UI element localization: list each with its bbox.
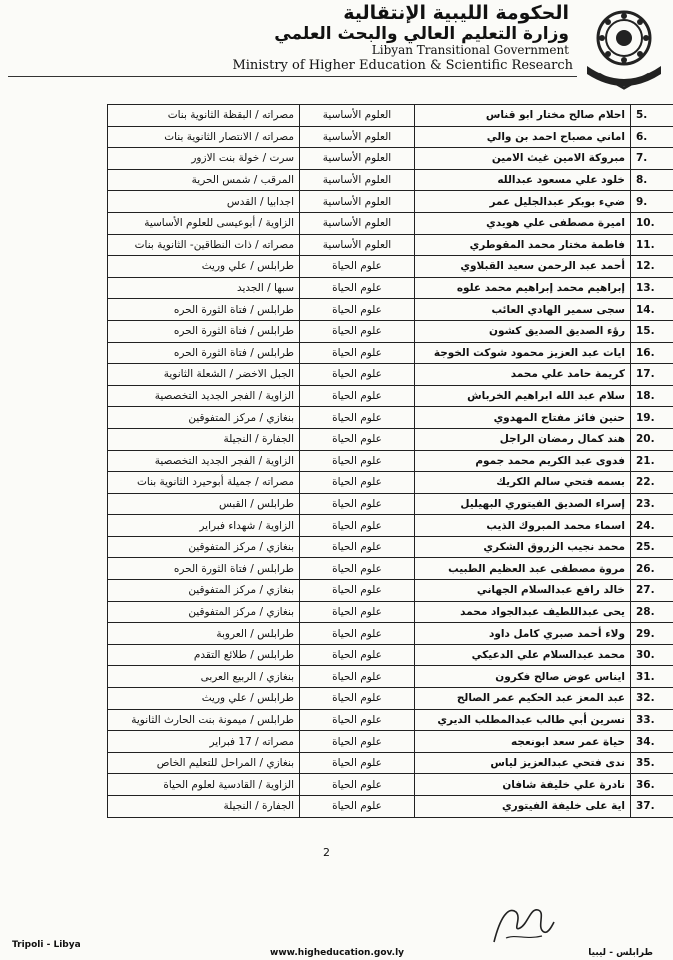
student-name: اسماء محمد المبروك الذيب xyxy=(415,515,631,537)
city-school: الزاوية / القادسية لعلوم الحياة xyxy=(108,774,300,796)
city-school: بنغازي / المراحل للتعليم الخاص xyxy=(108,752,300,774)
table-row xyxy=(108,731,673,753)
city-school: طرابلس / علي وريث xyxy=(108,256,300,278)
row-number: 21. xyxy=(631,450,673,472)
ministry-emblem-icon xyxy=(581,4,667,90)
row-number: 23. xyxy=(631,493,673,515)
department: علوم الحياة xyxy=(300,688,415,710)
department: علوم الحياة xyxy=(300,385,415,407)
table-row xyxy=(108,644,673,666)
city-school: طرابلس / فتاة الثورة الحره xyxy=(108,558,300,580)
department: العلوم الأساسية xyxy=(300,212,415,234)
row-number: 34. xyxy=(631,731,673,753)
department: علوم الحياة xyxy=(300,601,415,623)
department: العلوم الأساسية xyxy=(300,234,415,256)
student-name: محمد عبدالسلام علي الدعيكي xyxy=(415,644,631,666)
city-school: مصراته / البقظة الثانوية بنات xyxy=(108,105,300,127)
city-school: مصراته / ذات النطاقين- الثانوية بنات xyxy=(108,234,300,256)
row-number: 14. xyxy=(631,299,673,321)
row-number: 25. xyxy=(631,536,673,558)
department: علوم الحياة xyxy=(300,580,415,602)
city-school: طرابلس / فتاة الثورة الحره xyxy=(108,342,300,364)
city-school: الجبل الاخضر / الشعلة الثانوية xyxy=(108,364,300,386)
student-name: ايات عبد العزيز محمود شوكت الخوجة xyxy=(415,342,631,364)
table-row xyxy=(108,105,673,127)
city-school: الزاوية / شهداء فبراير xyxy=(108,515,300,537)
row-number: 11. xyxy=(631,234,673,256)
department: علوم الحياة xyxy=(300,450,415,472)
table-row xyxy=(108,148,673,170)
student-name: مبروكة الامين غيث الامين xyxy=(415,148,631,170)
student-name: إبراهيم محمد إبراهيم محمد علوه xyxy=(415,277,631,299)
table-row xyxy=(108,709,673,731)
city-school: مصراته / 17 فبراير xyxy=(108,731,300,753)
government-name-english: Libyan Transitional Government xyxy=(371,43,569,57)
row-number: 26. xyxy=(631,558,673,580)
header-divider xyxy=(8,76,577,77)
city-school: بنغازي / مركز المتفوقين xyxy=(108,601,300,623)
student-name: ولاء أحمد صبري كامل داود xyxy=(415,623,631,645)
city-school: سبها / الجديد xyxy=(108,277,300,299)
table-row xyxy=(108,774,673,796)
footer-city-english: Tripoli - Libya xyxy=(12,940,81,950)
footer-website: www.higheducation.gov.ly xyxy=(270,948,405,958)
student-name: عبد المعز عبد الحكيم عمر الصالح xyxy=(415,688,631,710)
row-number: 18. xyxy=(631,385,673,407)
table-row xyxy=(108,169,673,191)
department: علوم الحياة xyxy=(300,515,415,537)
department: علوم الحياة xyxy=(300,407,415,429)
student-name: نادرة علي خليفة شافان xyxy=(415,774,631,796)
student-name: نسرين أبي طالب عبدالمطلب الديري xyxy=(415,709,631,731)
department: علوم الحياة xyxy=(300,558,415,580)
candidates-table xyxy=(107,104,673,818)
row-number: 31. xyxy=(631,666,673,688)
department: علوم الحياة xyxy=(300,472,415,494)
student-name: ضيء بوبكر عبدالجليل عمر xyxy=(415,191,631,213)
signature xyxy=(486,898,556,950)
department: علوم الحياة xyxy=(300,796,415,818)
department: علوم الحياة xyxy=(300,752,415,774)
table-row xyxy=(108,796,673,818)
student-name: إسراء الصديق الفيتوري البهيليل xyxy=(415,493,631,515)
city-school: طرابلس / فتاة الثورة الحره xyxy=(108,299,300,321)
city-school: الزاوية / الفجر الجديد التخصصية xyxy=(108,450,300,472)
row-number: 10. xyxy=(631,212,673,234)
page-number: 2 xyxy=(323,846,330,859)
department: علوم الحياة xyxy=(300,299,415,321)
department: علوم الحياة xyxy=(300,277,415,299)
table-row xyxy=(108,450,673,472)
row-number: 33. xyxy=(631,709,673,731)
department: علوم الحياة xyxy=(300,774,415,796)
table-row xyxy=(108,536,673,558)
table-row xyxy=(108,364,673,386)
table-row xyxy=(108,493,673,515)
government-name-arabic: الحكومة الليبية الإنتقالية xyxy=(343,2,569,24)
row-number: 7. xyxy=(631,148,673,170)
city-school: الزاوية / أبوعيسى للعلوم الأساسية xyxy=(108,212,300,234)
student-name: خالد رافع عبدالسلام الجهاني xyxy=(415,580,631,602)
row-number: 29. xyxy=(631,623,673,645)
row-number: 17. xyxy=(631,364,673,386)
department: العلوم الأساسية xyxy=(300,105,415,127)
table-row xyxy=(108,191,673,213)
letterhead xyxy=(0,0,673,95)
row-number: 8. xyxy=(631,169,673,191)
department: علوم الحياة xyxy=(300,493,415,515)
city-school: بنغازي / الربيع العربى xyxy=(108,666,300,688)
ministry-name-english: Ministry of Higher Education & Scientific Research xyxy=(232,58,573,73)
city-school: الجفارة / النجيلة xyxy=(108,796,300,818)
city-school: سرت / خولة بنت الازور xyxy=(108,148,300,170)
ministry-name-arabic: وزارة التعليم العالي والبحث العلمي xyxy=(274,24,569,44)
student-name: سجى سمير الهادي العائب xyxy=(415,299,631,321)
table-row xyxy=(108,320,673,342)
row-number: 30. xyxy=(631,644,673,666)
city-school: اجدابيا / القدس xyxy=(108,191,300,213)
department: علوم الحياة xyxy=(300,536,415,558)
student-name: سلام عبد الله ابراهيم الخرباش xyxy=(415,385,631,407)
row-number: 5. xyxy=(631,105,673,127)
department: العلوم الأساسية xyxy=(300,126,415,148)
row-number: 24. xyxy=(631,515,673,537)
row-number: 32. xyxy=(631,688,673,710)
student-name: فاطمة مختار محمد المقوطري xyxy=(415,234,631,256)
department: علوم الحياة xyxy=(300,623,415,645)
city-school: طرابلس / العروبة xyxy=(108,623,300,645)
table-row xyxy=(108,752,673,774)
student-name: ندى فتحي عبدالعزيز لياس xyxy=(415,752,631,774)
student-name: احلام صالح مختار ابو قناس xyxy=(415,105,631,127)
department: العلوم الأساسية xyxy=(300,148,415,170)
student-name: كريمة حامد علي محمد xyxy=(415,364,631,386)
department: العلوم الأساسية xyxy=(300,169,415,191)
city-school: مصراته / جميلة أبوحيرد الثانوية بنات xyxy=(108,472,300,494)
student-name: اميرة مصطفى علي هويدي xyxy=(415,212,631,234)
table-row xyxy=(108,342,673,364)
table-row xyxy=(108,601,673,623)
row-number: 15. xyxy=(631,320,673,342)
city-school: طرابلس / علي وريث xyxy=(108,688,300,710)
table-row xyxy=(108,515,673,537)
department: العلوم الأساسية xyxy=(300,191,415,213)
department: علوم الحياة xyxy=(300,320,415,342)
student-name: حياة عمر سعد ابونعجه xyxy=(415,731,631,753)
table-row xyxy=(108,688,673,710)
row-number: 35. xyxy=(631,752,673,774)
student-name: هند كمال رمضان الراجل xyxy=(415,428,631,450)
row-number: 13. xyxy=(631,277,673,299)
student-name: أحمد عبد الرحمن سعيد القبلاوي xyxy=(415,256,631,278)
row-number: 37. xyxy=(631,796,673,818)
row-number: 20. xyxy=(631,428,673,450)
table-row xyxy=(108,234,673,256)
table-row xyxy=(108,623,673,645)
student-name: اية على خليفة الفيتوري xyxy=(415,796,631,818)
table-row xyxy=(108,428,673,450)
row-number: 27. xyxy=(631,580,673,602)
student-name: خلود علي مسعود عبدالله xyxy=(415,169,631,191)
table-row xyxy=(108,472,673,494)
department: علوم الحياة xyxy=(300,428,415,450)
city-school: بنغازي / مركز المتفوقين xyxy=(108,407,300,429)
department: علوم الحياة xyxy=(300,364,415,386)
table-row xyxy=(108,299,673,321)
city-school: طرابلس / ميمونة بنت الحارث الثانوية xyxy=(108,709,300,731)
city-school: الزاوية / الفجر الجديد التخصصية xyxy=(108,385,300,407)
footer-city-arabic: طرابلس - ليبيا xyxy=(588,948,653,958)
row-number: 36. xyxy=(631,774,673,796)
table-row xyxy=(108,580,673,602)
table-row xyxy=(108,256,673,278)
student-name: محمد نجيب الزروق الشكري xyxy=(415,536,631,558)
department: علوم الحياة xyxy=(300,644,415,666)
row-number: 19. xyxy=(631,407,673,429)
department: علوم الحياة xyxy=(300,256,415,278)
city-school: طرابلس / طلائع التقدم xyxy=(108,644,300,666)
table-row xyxy=(108,212,673,234)
student-name: فدوى عبد الكريم محمد جموم xyxy=(415,450,631,472)
student-name: رؤء الصديق الصديق كشون xyxy=(415,320,631,342)
row-number: 12. xyxy=(631,256,673,278)
city-school: بنغازي / مركز المتفوقين xyxy=(108,580,300,602)
city-school: بنغازي / مركز المتفوقين xyxy=(108,536,300,558)
city-school: طرابلس / فتاة الثورة الحره xyxy=(108,320,300,342)
city-school: مصراته / الانتصار الثانوية بنات xyxy=(108,126,300,148)
row-number: 9. xyxy=(631,191,673,213)
city-school: الجفارة / النجيلة xyxy=(108,428,300,450)
department: علوم الحياة xyxy=(300,731,415,753)
table-row xyxy=(108,558,673,580)
row-number: 28. xyxy=(631,601,673,623)
student-name: حنين فائز مفتاح المهدوي xyxy=(415,407,631,429)
city-school: طرابلس / القبس xyxy=(108,493,300,515)
student-name: اماني مصباح احمد بن والي xyxy=(415,126,631,148)
row-number: 6. xyxy=(631,126,673,148)
table-row xyxy=(108,666,673,688)
table-row xyxy=(108,126,673,148)
student-name: يحى عبداللطيف عبدالجواد محمد xyxy=(415,601,631,623)
table-row xyxy=(108,277,673,299)
row-number: 16. xyxy=(631,342,673,364)
department: علوم الحياة xyxy=(300,666,415,688)
department: علوم الحياة xyxy=(300,709,415,731)
table-row xyxy=(108,385,673,407)
student-name: مروة مصطفى عبد العظيم الطبيب xyxy=(415,558,631,580)
row-number: 22. xyxy=(631,472,673,494)
department: علوم الحياة xyxy=(300,342,415,364)
student-name: بسمه فتحي سالم الكريك xyxy=(415,472,631,494)
city-school: المرقب / شمس الحرية xyxy=(108,169,300,191)
table-row xyxy=(108,407,673,429)
student-name: ايناس عوض صالح فكرون xyxy=(415,666,631,688)
